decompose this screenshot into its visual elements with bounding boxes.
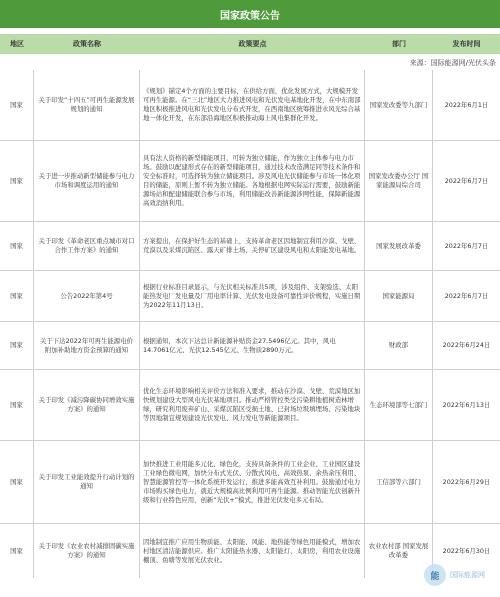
watermark-text: 国际能源网 bbox=[450, 571, 485, 579]
cell-region: 国家 bbox=[0, 322, 34, 369]
site-watermark bbox=[424, 559, 494, 591]
cell-publish-date: 2022年6月7日 bbox=[444, 291, 489, 300]
cell-policy-name: 关于印发工业能效提升行动计划的通知 bbox=[34, 441, 140, 523]
cell-policy-name: 关于下达2022年可再生能源电价附加补助地方资金预算的通知 bbox=[34, 322, 140, 369]
header-publish-date: 发布时间 bbox=[452, 40, 481, 48]
header-policy-points: 政策要点 bbox=[238, 40, 267, 48]
table-row bbox=[0, 441, 500, 524]
cell-publish-date: 2022年6月7日 bbox=[444, 241, 489, 250]
cell-policy-name: 关于印发《减污降碳协同增效实施方案》的通知 bbox=[34, 370, 140, 440]
cell-policy-points: 具有法人资格的新型储能项目，可转为独立储能，作为独立主体参与电力市场。鼓励以配建形式存在的新型储能项目，通过技术改造满足同等技术条件和安全标准时，可选择转为独立储能项目。涉及风电光伏储能参与市场一体化项目的储能，原则上暂不转为独立储能。各地根据电网实际运行需要，鼓励新能源场站和配建储能联合参与市场，利用储能改善新能源涉网性能，保障新能源高效消纳利用。 bbox=[140, 141, 365, 221]
cell-policy-points: 方案提出，在保护好生态的基础上，支持革命老区因地制宜利用沙漠、戈壁、荒漠以及采煤沉陷区、露天矿排土场、关停矿区建设风电和太阳能发电基地。 bbox=[140, 222, 365, 270]
cell-region: 国家 bbox=[0, 441, 34, 523]
cell-region: 国家 bbox=[0, 222, 34, 270]
cell-publish-date: 2022年6月30日 bbox=[442, 546, 491, 555]
cell-publish-date: 2022年6月7日 bbox=[444, 176, 489, 185]
cell-publish-date: 2022年6月1日 bbox=[444, 100, 489, 109]
table-row bbox=[0, 141, 500, 222]
cell-department: 国家发改委等九部门 bbox=[365, 70, 433, 140]
table-row bbox=[0, 222, 500, 271]
table-row bbox=[0, 271, 500, 322]
cell-policy-name: 关于进一步推动新型储能参与电力市场和调度运用的通知 bbox=[34, 141, 140, 221]
cell-department: 农业农村部 国家发展改革委 bbox=[365, 524, 433, 578]
cell-region: 国家 bbox=[0, 524, 34, 578]
cell-policy-points: 优化生态环境影响相关评价方法和准入要求，推动在沙漠、戈壁、荒漠地区加快规划建设大型风电光伏基地项目。推动严格管控类受污染耕地植树造林增绿，研究利用废弃矿山、采煤沉陷区受损土地、已封场垃圾填埋场、污染地块等因地制宜规划建设光伏发电、风力发电等新能源项目。 bbox=[140, 370, 365, 440]
cell-region: 国家 bbox=[0, 141, 34, 221]
source-note: 来源：国际能源网/光伏头条 bbox=[409, 59, 496, 67]
energy-logo-icon: 能 bbox=[424, 564, 446, 586]
cell-policy-points: 根据通知，本次下达总计新能源补贴资金27.5496亿元。其中，风电14.7061亿元、光伏12.545亿元、生物质2890万元。 bbox=[140, 322, 365, 369]
cell-department: 国家发改委办公厅 国家能源局综合司 bbox=[365, 141, 433, 221]
cell-department: 工信部等六部门 bbox=[365, 441, 433, 523]
cell-policy-name: 关于印发“十四五”可再生能源发展规划的通知 bbox=[34, 70, 140, 140]
cell-department: 生态环境部等七部门 bbox=[365, 370, 433, 440]
cell-policy-points: 根据行业标准目录显示，与光伏相关标准共5项，涉及组件、支架验选、太阳能热发电厂发电量及厂用电率计算、光伏发电设备可靠性评价规程，实施日期为2022年11月13日。 bbox=[140, 271, 365, 321]
table-header bbox=[0, 34, 500, 54]
cell-region: 国家 bbox=[0, 370, 34, 440]
cell-publish-date: 2022年6月24日 bbox=[442, 341, 491, 349]
cell-policy-name: 关于印发《革命老区重点城市对口合作工作方案》的通知 bbox=[34, 222, 140, 270]
page-title: 国家政策公告 bbox=[0, 0, 500, 28]
cell-policy-points: 加快推进工业用能多元化、绿色化，支持具备条件的工业企业、工业园区建设工业绿色微电网，加快分布式光伏、分散式风电、高效热泵、余热余压利用、智慧能源管控等一体化系统开发运行，推进多能高效互补利用。鼓励通过电力市场购买绿色电力，就近大规模高比例利用可再生能源。推动智能光伏创新升级和行业特色应用，创新“光伏+”模式，推进光伏发电多元布局。 bbox=[140, 441, 365, 523]
cell-policy-name: 公告2022年第4号 bbox=[34, 271, 140, 321]
table-row bbox=[0, 322, 500, 370]
header-region: 地区 bbox=[10, 40, 24, 48]
header-policy-name: 政策名称 bbox=[73, 40, 101, 48]
cell-department: 财政部 bbox=[365, 322, 433, 369]
table-row bbox=[0, 70, 500, 141]
cell-policy-name: 关于印发《农业农村减排固碳实施方案》的通知 bbox=[34, 524, 140, 578]
cell-publish-date: 2022年6月29日 bbox=[442, 477, 491, 486]
header-department: 部门 bbox=[392, 40, 406, 48]
table-row bbox=[0, 370, 500, 441]
cell-department: 国家发展改革委 bbox=[365, 222, 433, 270]
cell-policy-points: 《规划》锚定4个方面的主要目标，在供给方面，优化发展方式，大规模开发可再生能源。在“三北”地区大力推进风电和光伏发电基地化开发，在中东南部地区积极推进风电和光伏发电分布式开发，在西南地区统筹推进水风光综合基地一体化开发，在东部沿海地区积极推动海上风电集群化开发。 bbox=[140, 70, 365, 140]
cell-region: 国家 bbox=[0, 271, 34, 321]
cell-department: 国家能源局 bbox=[365, 271, 433, 321]
cell-policy-points: 因地制宜推广应用生物质能、太阳能、风能、地热能等绿色用能模式，增加农村地区清洁能源供应。推广太阳能热水器、太阳能灯、太阳房，利用农业设施棚顶、鱼塘等发展光伏农业。 bbox=[140, 524, 365, 578]
cell-publish-date: 2022年6月13日 bbox=[442, 400, 491, 409]
policy-table bbox=[0, 70, 500, 578]
cell-region: 国家 bbox=[0, 70, 34, 140]
